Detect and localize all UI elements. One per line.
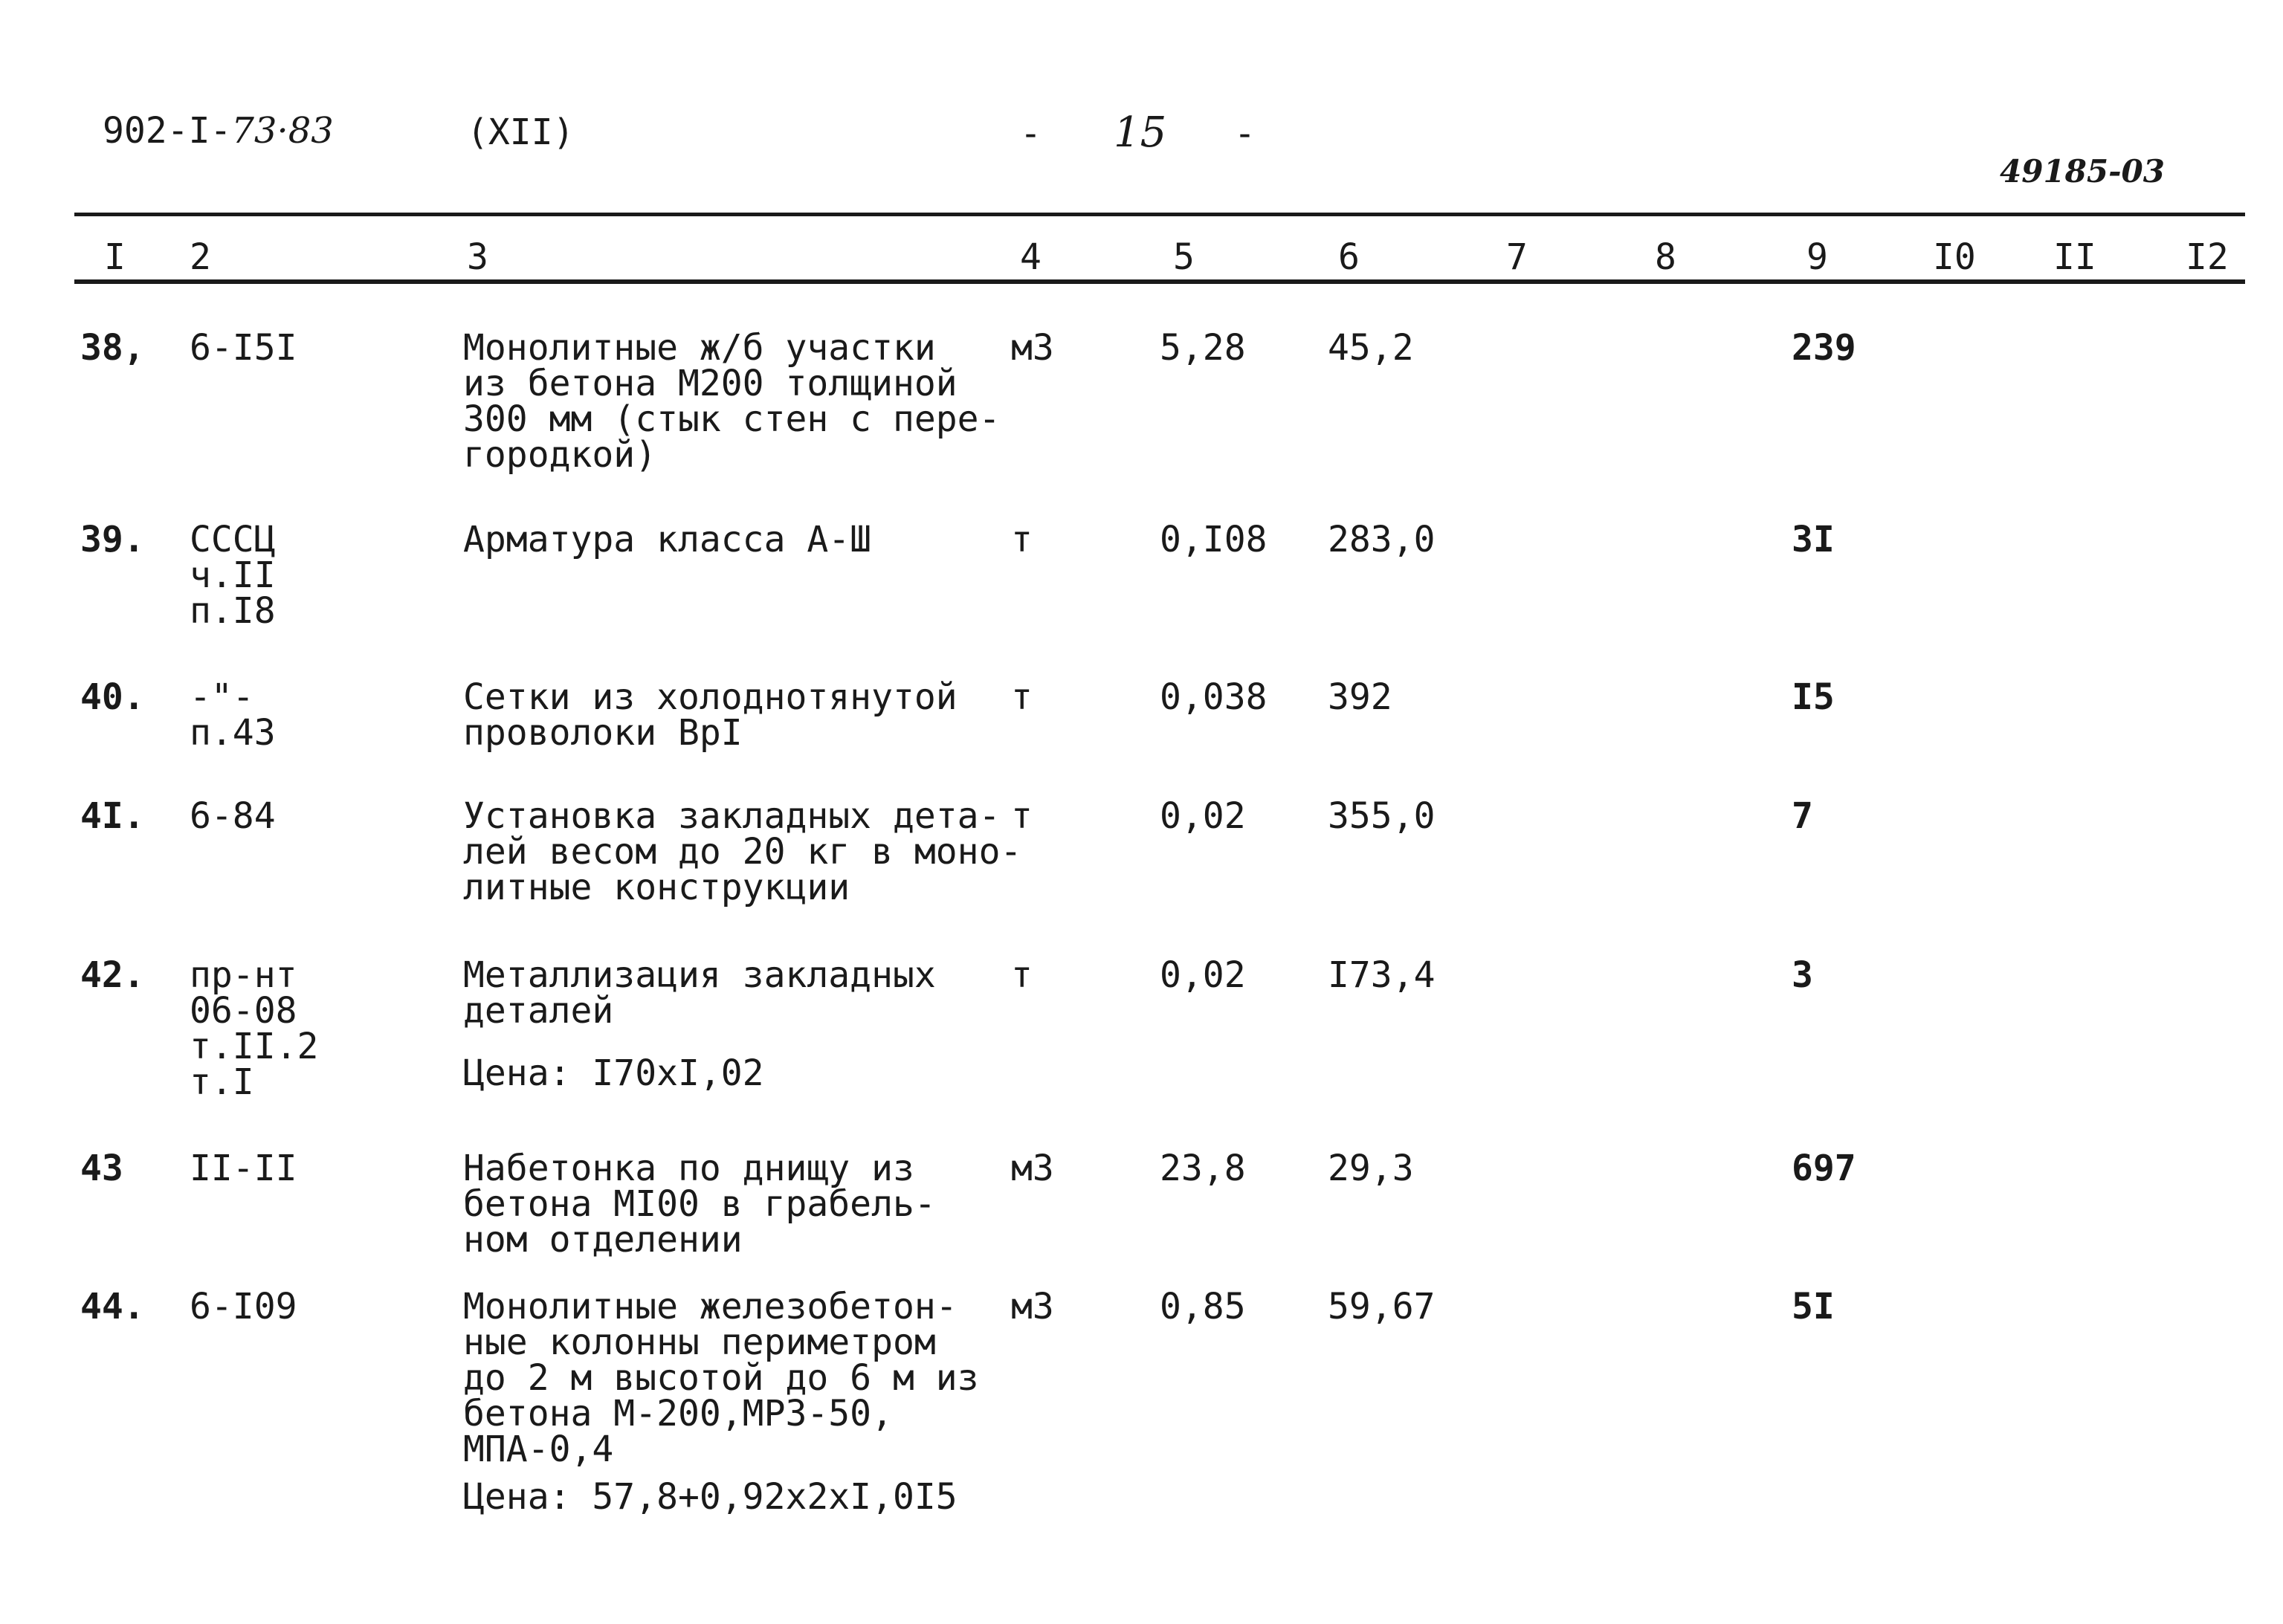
work-description xyxy=(463,519,872,560)
unit-price: 45,2 xyxy=(1328,327,1414,369)
description-line: бетона М-200,МРЗ-50, xyxy=(463,1393,893,1434)
norm-code xyxy=(190,676,276,754)
description-line: Набетонка по днищу из xyxy=(463,1148,914,1189)
row-number: 44. xyxy=(80,1286,145,1327)
description-line: Установка закладных дета- xyxy=(463,795,1001,837)
unit-price: 29,3 xyxy=(1328,1148,1414,1189)
column-header-2: 2 xyxy=(190,236,211,278)
norm-code-line: II-II xyxy=(190,1148,297,1189)
table-top-rule xyxy=(74,213,2245,216)
unit: м3 xyxy=(1011,1286,1054,1327)
quantity: 0,038 xyxy=(1160,676,1268,718)
unit-price: 59,67 xyxy=(1328,1286,1436,1327)
total-cost: 7 xyxy=(1792,795,1813,837)
description-line: из бетона М200 толщиной xyxy=(463,363,958,404)
column-header-12: I2 xyxy=(2186,236,2229,278)
page-dash-left: - xyxy=(1020,113,1042,155)
norm-code xyxy=(190,327,297,369)
unit: м3 xyxy=(1011,327,1054,369)
norm-code-line: ч.II xyxy=(190,554,276,596)
column-header-4: 4 xyxy=(1020,236,1042,278)
total-cost: 239 xyxy=(1792,327,1856,369)
unit-price: 392 xyxy=(1328,676,1392,718)
description-line: городкой) xyxy=(463,434,657,476)
page-dash-right: - xyxy=(1234,113,1256,155)
row-number: 42. xyxy=(80,954,145,996)
row-number: 4I. xyxy=(80,795,145,837)
column-header-5: 5 xyxy=(1173,236,1195,278)
norm-code-line: СССЦ xyxy=(190,519,276,560)
price-formula-note: Цена: I70xI,02 xyxy=(463,1052,764,1094)
norm-code-line: 06-08 xyxy=(190,990,297,1032)
work-description xyxy=(463,1148,936,1261)
work-description xyxy=(463,327,1001,476)
unit: м3 xyxy=(1011,1148,1054,1189)
document-code-handwritten: 73·83 xyxy=(231,110,334,152)
norm-code-line: п.I8 xyxy=(190,590,276,632)
row-number: 39. xyxy=(80,519,145,560)
description-line: ные колонны периметром xyxy=(463,1321,936,1363)
price-formula-note: Цена: 57,8+0,92x2xI,0I5 xyxy=(463,1476,958,1518)
unit-price: 283,0 xyxy=(1328,519,1436,560)
norm-code xyxy=(190,1148,297,1189)
row-number: 38, xyxy=(80,327,145,369)
norm-code xyxy=(190,519,276,632)
unit: т xyxy=(1011,519,1033,560)
description-line: ном отделении xyxy=(463,1219,743,1261)
description-line: Сетки из холоднотянутой xyxy=(463,676,958,718)
unit: т xyxy=(1011,795,1033,837)
total-cost: 5I xyxy=(1792,1286,1835,1327)
column-header-8: 8 xyxy=(1655,236,1676,278)
norm-code-line: 6-I5I xyxy=(190,327,297,369)
column-header-1: I xyxy=(104,236,126,278)
norm-code xyxy=(190,954,319,1103)
document-code-printed: 902-I- xyxy=(103,110,232,152)
unit-price: 355,0 xyxy=(1328,795,1436,837)
archive-number: 49185-03 xyxy=(2000,153,2165,190)
column-header-6: 6 xyxy=(1338,236,1360,278)
total-cost: 697 xyxy=(1792,1148,1856,1189)
norm-code-line: т.II.2 xyxy=(190,1026,319,1067)
column-header-3: 3 xyxy=(467,236,488,278)
quantity: 0,85 xyxy=(1160,1286,1246,1327)
column-header-10: I0 xyxy=(1933,236,1976,278)
description-line: Монолитные ж/б участки xyxy=(463,327,936,369)
work-description xyxy=(463,795,1022,908)
column-header-9: 9 xyxy=(1806,236,1828,278)
norm-code-line: т.I xyxy=(190,1061,254,1103)
quantity: 0,I08 xyxy=(1160,519,1268,560)
norm-code-line: 6-84 xyxy=(190,795,276,837)
section-number: (XII) xyxy=(467,111,575,153)
row-number: 40. xyxy=(80,676,145,718)
description-line: деталей xyxy=(463,990,614,1032)
work-description xyxy=(463,1286,979,1470)
description-line: до 2 м высотой до 6 м из xyxy=(463,1357,979,1399)
unit-price: I73,4 xyxy=(1328,954,1436,996)
norm-code xyxy=(190,795,276,837)
quantity: 5,28 xyxy=(1160,327,1246,369)
description-line: Металлизация закладных xyxy=(463,954,936,996)
column-header-7: 7 xyxy=(1506,236,1528,278)
total-cost: I5 xyxy=(1792,676,1835,718)
description-line: бетона МI00 в грабель- xyxy=(463,1183,936,1225)
column-header-11: II xyxy=(2053,236,2096,278)
document-code xyxy=(103,110,334,152)
quantity: 23,8 xyxy=(1160,1148,1246,1189)
norm-code xyxy=(190,1286,297,1327)
description-line: литные конструкции xyxy=(463,867,850,908)
total-cost: 3 xyxy=(1792,954,1813,996)
work-description xyxy=(463,676,958,754)
unit: т xyxy=(1011,954,1033,996)
norm-code-line: -"- xyxy=(190,676,254,718)
unit: т xyxy=(1011,676,1033,718)
work-description xyxy=(463,954,936,1032)
norm-code-line: пр-нт xyxy=(190,954,297,996)
norm-code-line: п.43 xyxy=(190,712,276,754)
description-line: 300 мм (стык стен с пере- xyxy=(463,398,1001,440)
description-line: лей весом до 20 кг в моно- xyxy=(463,831,1022,873)
quantity: 0,02 xyxy=(1160,954,1246,996)
description-line: Арматура класса А-Ш xyxy=(463,519,872,560)
norm-code-line: 6-I09 xyxy=(190,1286,297,1327)
page-number: 15 xyxy=(1114,109,1167,157)
description-line: МПА-0,4 xyxy=(463,1429,614,1470)
table-header-rule xyxy=(74,279,2245,284)
quantity: 0,02 xyxy=(1160,795,1246,837)
description-line: проволоки ВрI xyxy=(463,712,743,754)
description-line: Монолитные железобетон- xyxy=(463,1286,958,1327)
total-cost: 3I xyxy=(1792,519,1835,560)
row-number: 43 xyxy=(80,1148,123,1189)
